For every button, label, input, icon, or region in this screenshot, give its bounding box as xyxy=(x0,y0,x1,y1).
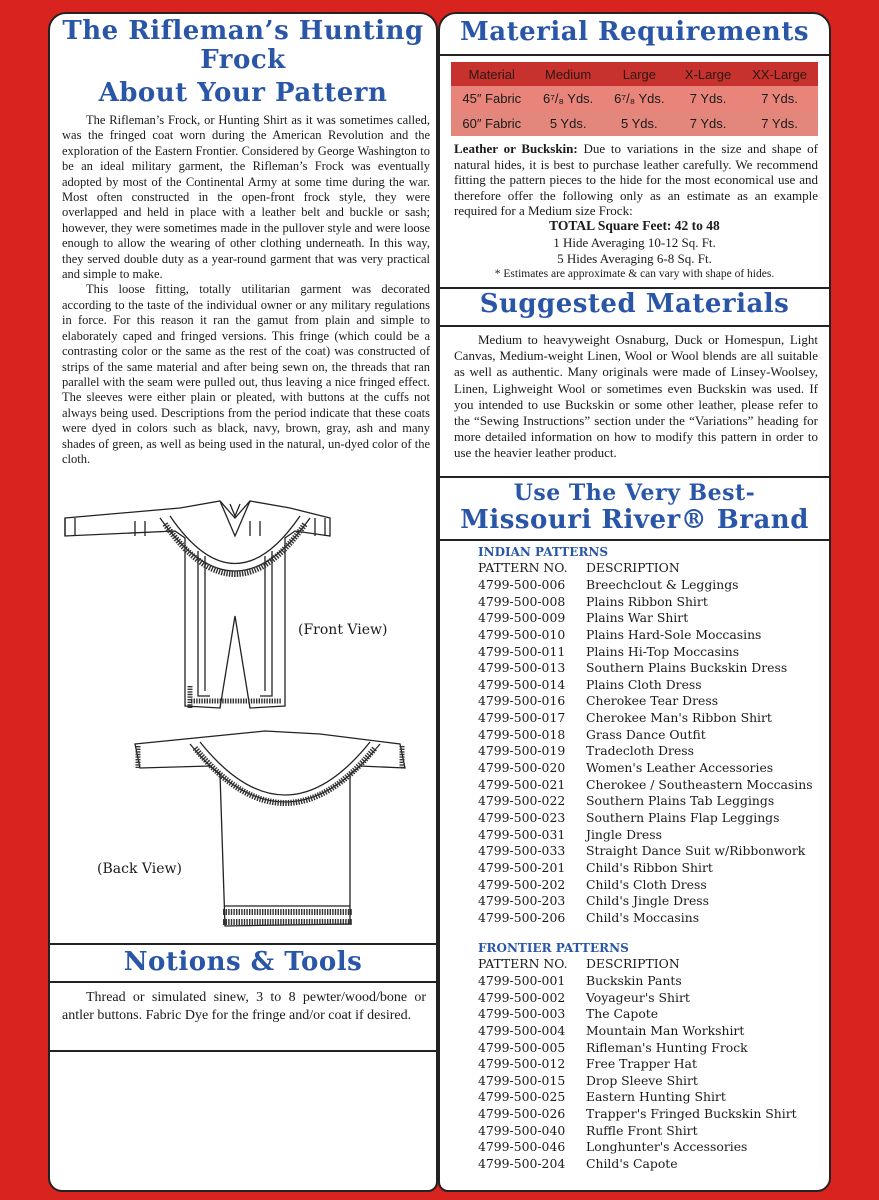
pattern-description: Jingle Dress xyxy=(586,826,662,842)
frontier-patterns-heading: FRONTIER PATTERNS xyxy=(478,941,629,955)
about-paragraph-2: This loose fitting, totally utilitarian garment was decorated according to the taste of the individual owner or any military regulations in force. For this reason it ran the gamut from plain and simple to elaborately caped and fringed versions. This fringe (which could be a contrasting color or the same as the rest of the coat) was constructed of strips of the same material and after being sewn on, the threads that ran parallel with the seam were pulled out, thus leaving a nice fringed effect. The sleeves were either plain or pleated, with buttons at the cuffs not always being used. Descriptions from the period indicate that these coats were dyed in colors such as black, navy, brown, gray, ash and many shades of green, as well as being used in the natural, un-dyed color of the cloth. xyxy=(62,282,430,466)
pattern-description: Southern Plains Tab Leggings xyxy=(586,793,775,809)
pattern-number: 4799-500-040 xyxy=(478,1122,566,1138)
column-description: DESCRIPTION xyxy=(586,956,680,971)
table-cell: 6⁷/₈ Yds. xyxy=(604,86,675,111)
pattern-description: Trapper's Fringed Buckskin Shirt xyxy=(586,1106,797,1122)
back-view-illustration xyxy=(135,731,405,926)
list-item xyxy=(478,893,813,910)
table-cell: 6⁷/₈ Yds. xyxy=(533,86,604,111)
pattern-number: 4799-500-019 xyxy=(478,743,566,759)
table-cell: 7 Yds. xyxy=(741,86,818,111)
pattern-number: 4799-500-014 xyxy=(478,676,566,692)
pattern-description: Child's Jingle Dress xyxy=(586,893,710,909)
material-heading: Material Requirements xyxy=(460,17,809,47)
page-title xyxy=(50,17,436,75)
pattern-number: 4799-500-010 xyxy=(478,626,566,642)
table-header: X-Large xyxy=(675,62,741,86)
about-heading: About Your Pattern xyxy=(98,78,388,108)
suggested-heading: Suggested Materials xyxy=(479,289,790,319)
list-item xyxy=(478,990,797,1007)
pattern-description: Mountain Man Workshirt xyxy=(586,1022,745,1038)
list-item xyxy=(478,1056,797,1073)
about-paragraph-1: The Rifleman’s Frock, or Hunting Shirt as it was sometimes called, was the fringed coat worn during the American Revolution and the exploration of the Eastern Frontier. Considered by George Washington to be an ideal military garment, the Rifleman’s Frock was eventually adopted by most of the Continental Army at some time during the war. Most often constructed in the open-front frock style, they were overlapped and held in place with a leather belt and buckle or sash; however, they were sometimes made in the pullover style and were loose enough to allow the wearing of other clothing underneath. In this way, they served double duty as a year-round garment that was very practical and simple to make. xyxy=(62,113,430,282)
list-item xyxy=(478,577,813,594)
suggested-text xyxy=(454,332,818,462)
divider xyxy=(50,943,436,945)
list-item xyxy=(478,727,813,744)
brand-line-1: Use The Very Best- xyxy=(513,480,756,506)
pattern-number: 4799-500-004 xyxy=(478,1022,566,1038)
list-item xyxy=(478,644,813,661)
list-item xyxy=(478,810,813,827)
pattern-number: 4799-500-201 xyxy=(478,859,566,875)
pattern-description: Child's Capote xyxy=(586,1156,678,1172)
pattern-description: Cherokee Tear Dress xyxy=(586,693,719,709)
pattern-description: Plains War Shirt xyxy=(586,610,689,626)
list-item xyxy=(478,793,813,810)
list-item xyxy=(478,1123,797,1140)
front-view-illustration xyxy=(65,501,330,708)
list-item xyxy=(478,877,813,894)
divider xyxy=(440,539,829,541)
list-item xyxy=(478,627,813,644)
pattern-description: Plains Hard-Sole Moccasins xyxy=(586,626,762,642)
list-item xyxy=(478,610,813,627)
pattern-description: Eastern Hunting Shirt xyxy=(586,1089,726,1105)
pattern-number: 4799-500-204 xyxy=(478,1156,566,1172)
table-cell: 7 Yds. xyxy=(741,111,818,136)
table-cell: 5 Yds. xyxy=(533,111,604,136)
pattern-description: Breechclout & Leggings xyxy=(586,577,739,592)
pattern-number: 4799-500-001 xyxy=(478,973,566,988)
back-fringe xyxy=(138,746,402,922)
table-cell: 5 Yds. xyxy=(604,111,675,136)
about-text xyxy=(62,113,430,467)
pattern-description: Voyageur's Shirt xyxy=(586,989,690,1005)
pattern-number: 4799-500-003 xyxy=(478,1006,566,1022)
list-item xyxy=(478,1156,797,1173)
list-column-headers xyxy=(478,560,813,577)
pattern-description: Plains Hi-Top Moccasins xyxy=(586,643,740,659)
list-column-headers xyxy=(478,956,797,973)
back-view-label: (Back View) xyxy=(97,861,182,877)
table-header: XX-Large xyxy=(741,62,818,86)
notions-heading: Notions & Tools xyxy=(123,947,363,977)
table-cell: 7 Yds. xyxy=(675,111,741,136)
title-line-2: Frock xyxy=(200,45,286,75)
frontier-rows xyxy=(478,973,797,1173)
pattern-description: Free Trapper Hat xyxy=(586,1056,697,1072)
pattern-description: Women's Leather Accessories xyxy=(586,760,774,776)
indian-patterns-heading: INDIAN PATTERNS xyxy=(478,545,609,559)
pattern-description: Rifleman's Hunting Frock xyxy=(586,1039,748,1055)
list-item xyxy=(478,973,797,990)
pattern-number: 4799-500-203 xyxy=(478,893,566,909)
table-header-row xyxy=(451,62,818,86)
front-view-label: (Front View) xyxy=(298,622,388,638)
pattern-description: Buckskin Pants xyxy=(586,973,682,988)
left-panel xyxy=(48,12,438,1192)
list-item xyxy=(478,594,813,611)
list-item xyxy=(478,710,813,727)
pattern-number: 4799-500-016 xyxy=(478,693,566,709)
notions-paragraph: Thread or simulated sinew, 3 to 8 pewter/wood/bone or antler buttons. Fabric Dye for the fringe and/or coat if desired. xyxy=(62,990,426,1023)
table-cell: 45″ Fabric xyxy=(451,86,533,111)
pattern-description: Southern Plains Buckskin Dress xyxy=(586,660,788,676)
table-cell: 60″ Fabric xyxy=(451,111,533,136)
table-header: Large xyxy=(604,62,675,86)
pattern-description: Tradecloth Dress xyxy=(586,743,695,759)
pattern-description: Cherokee / Southeastern Moccasins xyxy=(586,776,813,792)
pattern-number: 4799-500-033 xyxy=(478,843,566,859)
pattern-description: Child's Cloth Dress xyxy=(586,876,707,892)
brand-line-2: Missouri River® Brand xyxy=(460,505,809,535)
pattern-number: 4799-500-002 xyxy=(478,989,566,1005)
list-item xyxy=(478,1040,797,1057)
estimate-note: * Estimates are approximate & can vary with shape of hides. xyxy=(494,268,775,280)
pattern-number: 4799-500-021 xyxy=(478,776,566,792)
list-item xyxy=(478,677,813,694)
pattern-description: Ruffle Front Shirt xyxy=(586,1122,698,1138)
pattern-number: 4799-500-206 xyxy=(478,909,566,925)
pattern-number: 4799-500-026 xyxy=(478,1106,566,1122)
pattern-number: 4799-500-009 xyxy=(478,610,566,626)
leather-label: Leather or Buckskin: xyxy=(454,141,578,156)
hide-estimate-1: 1 Hide Averaging 10-12 Sq. Ft. xyxy=(553,235,716,250)
pattern-description: Plains Cloth Dress xyxy=(586,676,702,692)
list-item xyxy=(478,760,813,777)
list-item xyxy=(478,1023,797,1040)
indian-pattern-list xyxy=(478,545,813,926)
pattern-number: 4799-500-008 xyxy=(478,593,566,609)
pattern-number: 4799-500-011 xyxy=(478,643,566,659)
notions-text xyxy=(62,989,426,1025)
pattern-number: 4799-500-046 xyxy=(478,1139,566,1155)
pattern-number: 4799-500-023 xyxy=(478,809,566,825)
pattern-number: 4799-500-022 xyxy=(478,793,566,809)
list-item xyxy=(478,1139,797,1156)
pattern-number: 4799-500-031 xyxy=(478,826,566,842)
divider xyxy=(440,476,829,478)
table-header: Medium xyxy=(533,62,604,86)
pattern-number: 4799-500-012 xyxy=(478,1056,566,1072)
table-header: Material xyxy=(451,62,533,86)
divider xyxy=(50,981,436,983)
pattern-number: 4799-500-013 xyxy=(478,660,566,676)
pattern-description: Child's Moccasins xyxy=(586,909,700,925)
total-square-feet: TOTAL Square Feet: 42 to 48 xyxy=(549,218,720,233)
pattern-description: Drop Sleeve Shirt xyxy=(586,1072,698,1088)
pattern-description: Child's Ribbon Shirt xyxy=(586,859,713,875)
list-item xyxy=(478,660,813,677)
list-item xyxy=(478,693,813,710)
pattern-description: Plains Ribbon Shirt xyxy=(586,593,708,609)
column-pattern-no: PATTERN NO. xyxy=(478,560,568,575)
title-line-1: The Rifleman’s Hunting xyxy=(62,16,424,46)
pattern-description: Southern Plains Flap Leggings xyxy=(586,809,780,825)
list-item xyxy=(478,1106,797,1123)
suggested-paragraph: Medium to heavyweight Osnaburg, Duck or Homespun, Light Canvas, Medium-weight Linen, Wool or Wool blends are all suitable as well as authentic. Many originals were made of Linsey-Woolsey, Linen, Lighweight Wool or sometimes even Buckskin was used. If you intended to use Buckskin or some other leather, please refer to the “Sewing Instructions” section under the “Variations” heading for more detailed information on how to modify this pattern in order to use the heavier leather product. xyxy=(454,332,818,461)
pattern-number: 4799-500-006 xyxy=(478,577,566,592)
list-item xyxy=(478,777,813,794)
pattern-number: 4799-500-005 xyxy=(478,1039,566,1055)
pattern-number: 4799-500-015 xyxy=(478,1072,566,1088)
pattern-description: Straight Dance Suit w/Ribbonwork xyxy=(586,843,806,859)
material-table xyxy=(451,62,818,136)
list-item xyxy=(478,743,813,760)
pattern-number: 4799-500-020 xyxy=(478,760,566,776)
pattern-description: The Capote xyxy=(586,1006,659,1022)
pattern-number: 4799-500-018 xyxy=(478,726,566,742)
list-item xyxy=(478,910,813,927)
pattern-number: 4799-500-025 xyxy=(478,1089,566,1105)
column-description: DESCRIPTION xyxy=(586,560,680,575)
leather-body: Due to variations in the size and shape of natural hides, it is best to purchase leather carefully. We recommend fitting the pattern pieces to the hide for the most economical use and therefore offer the following only as an estimate as an example required for a Medium size Frock: xyxy=(454,141,819,219)
hide-estimate-2: 5 Hides Averaging 6-8 Sq. Ft. xyxy=(557,251,712,266)
column-pattern-no: PATTERN NO. xyxy=(478,956,568,971)
pattern-description: Longhunter's Accessories xyxy=(586,1139,748,1155)
right-panel xyxy=(438,12,831,1192)
pattern-number: 4799-500-202 xyxy=(478,876,566,892)
divider xyxy=(440,325,829,327)
list-item xyxy=(478,860,813,877)
table-row xyxy=(451,86,818,111)
pattern-description: Grass Dance Outfit xyxy=(586,726,706,742)
list-item xyxy=(478,843,813,860)
table-cell: 7 Yds. xyxy=(675,86,741,111)
leather-text xyxy=(454,141,818,219)
pattern-number: 4799-500-017 xyxy=(478,710,566,726)
indian-rows xyxy=(478,577,813,926)
list-item xyxy=(478,827,813,844)
list-item xyxy=(478,1006,797,1023)
list-item xyxy=(478,1073,797,1090)
divider xyxy=(440,54,829,56)
divider xyxy=(50,1050,436,1052)
pattern-description: Cherokee Man's Ribbon Shirt xyxy=(586,710,772,726)
table-row xyxy=(451,111,818,136)
list-item xyxy=(478,1089,797,1106)
frontier-pattern-list xyxy=(478,941,797,1173)
